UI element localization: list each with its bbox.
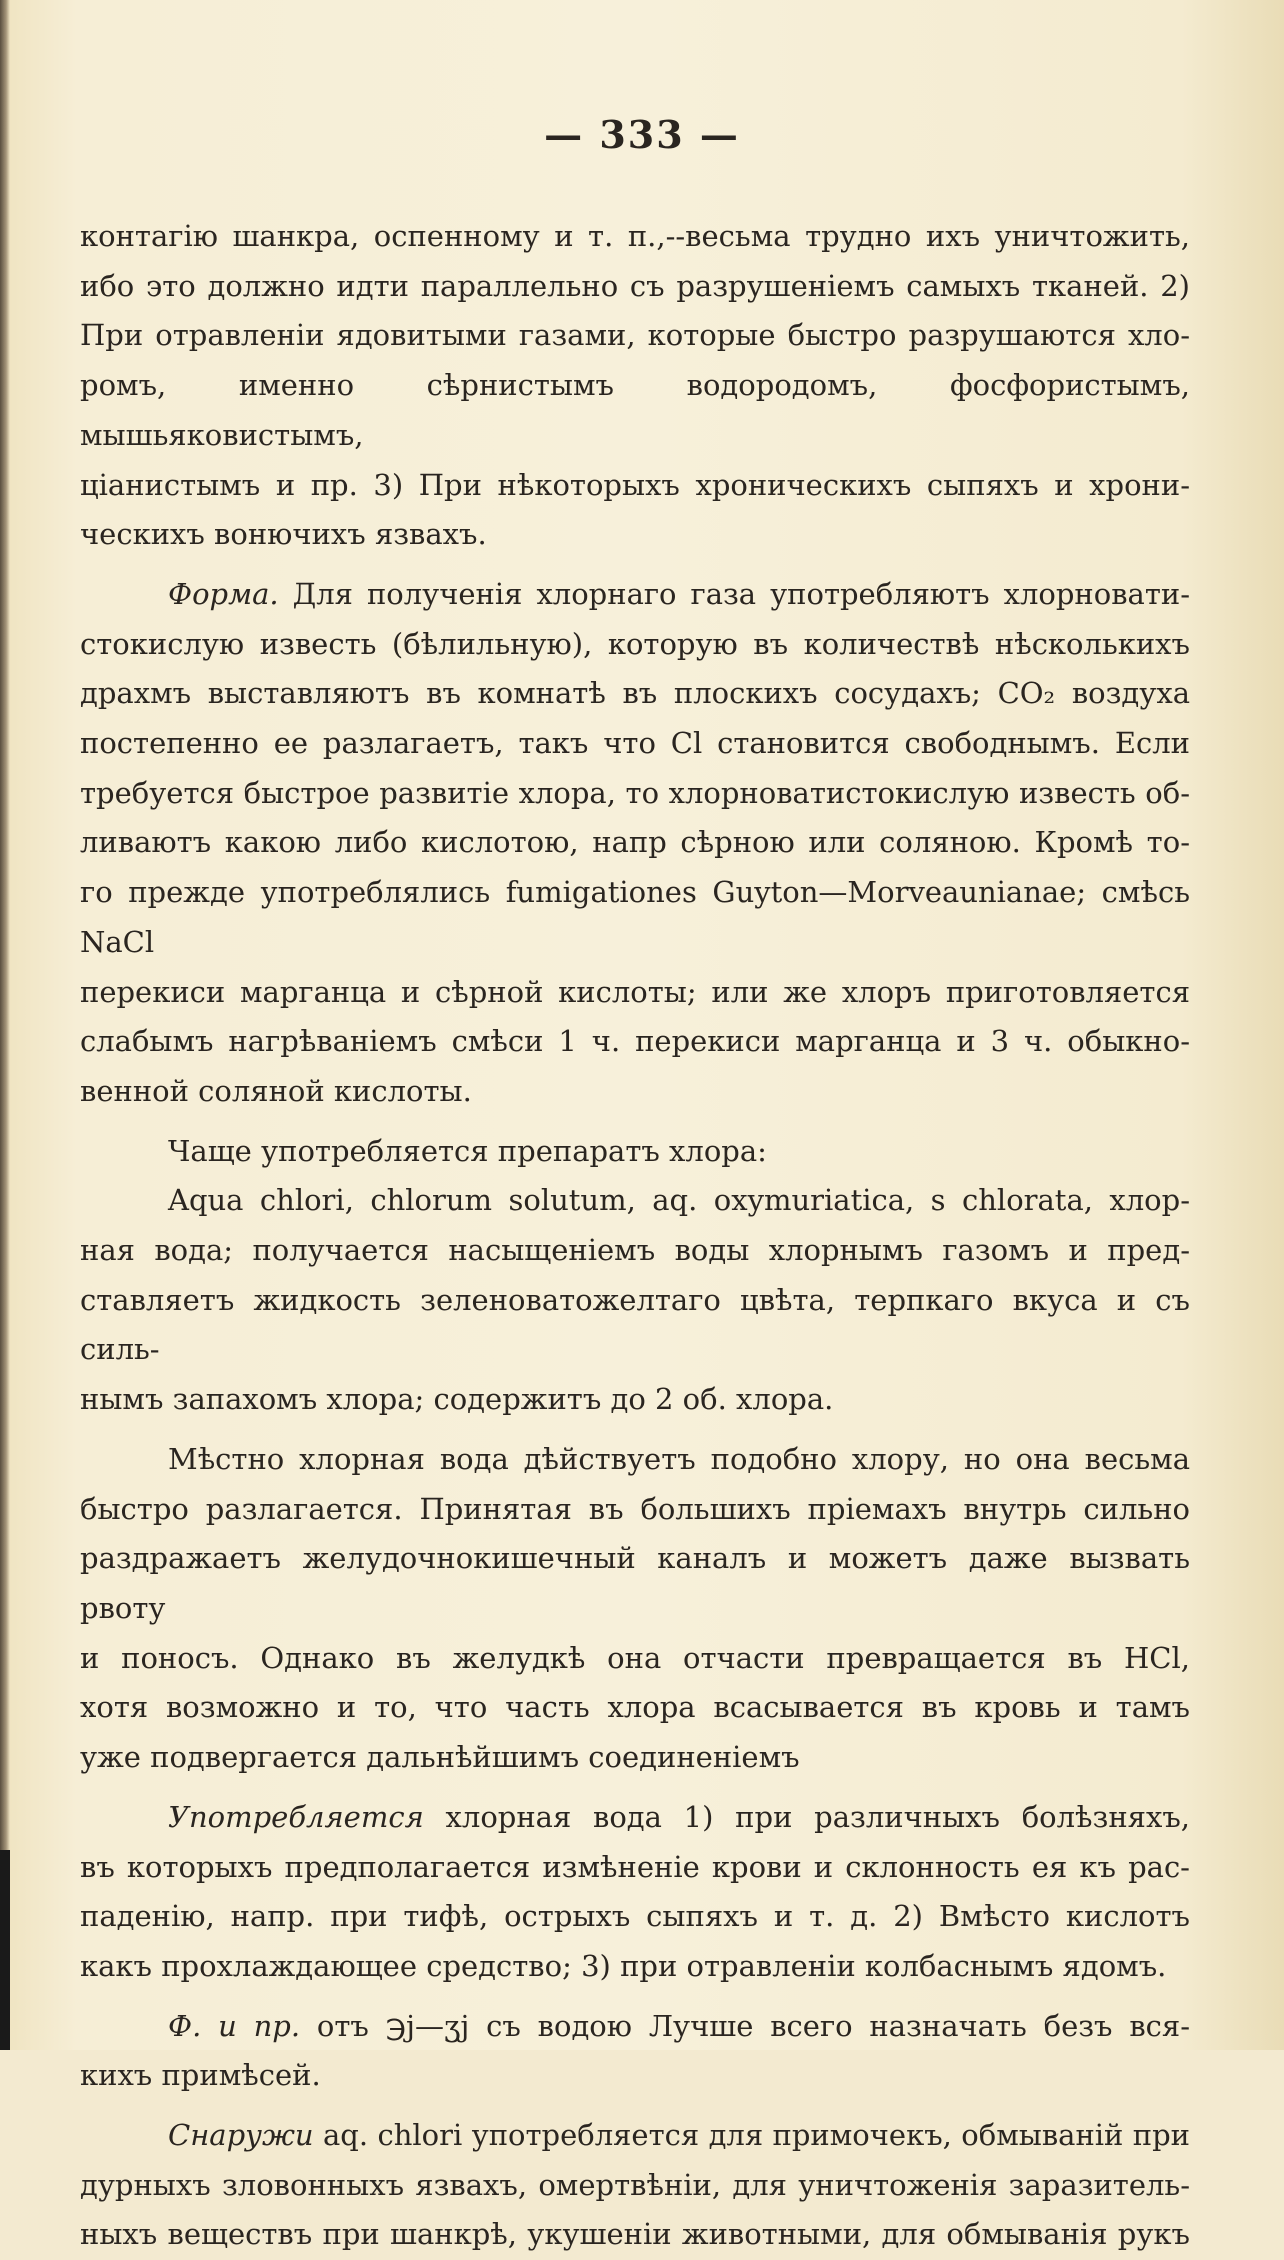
text-line	[80, 2210, 1190, 2260]
line-text: ставляетъ жидкость зеленоватожелтаго цвѣта, терпкаго вкуса и съ силь-	[80, 1282, 1190, 1367]
book-spine-edge	[0, 1850, 10, 2050]
line-text: ная вода; получается насыщеніемъ воды хлорнымъ газомъ и пред-	[80, 1233, 1190, 1268]
line-text: паденію, напр. при тифѣ, острыхъ сыпяхъ и т. д. 2) Вмѣсто кислотъ	[80, 1899, 1190, 1934]
text-line	[80, 1435, 1190, 1485]
line-text: ибо это должно идти параллельно съ разрушеніемъ самыхъ тканей. 2)	[80, 268, 1190, 303]
text-line	[80, 669, 1190, 719]
line-text: и поносъ. Однако въ желудкѣ она отчасти превращается въ HCl,	[80, 1640, 1190, 1675]
line-text: отъ ℈j—ʒj съ водою Лучше всего назначать безъ вся-	[300, 2008, 1190, 2043]
line-text: ромъ, именно сѣрнистымъ водородомъ, фосфористымъ, мышьяковистымъ,	[80, 368, 1190, 452]
text-line	[80, 719, 1190, 769]
line-text: ныхъ веществъ при шанкрѣ, укушеніи животными, для обмыванія рукъ	[80, 2217, 1190, 2252]
line-text: быстро разлагается. Принятая въ большихъ пріемахъ внутрь сильно	[80, 1491, 1190, 1526]
text-line	[80, 2161, 1190, 2211]
line-text: раздражаетъ желудочнокишечный каналъ и можетъ даже вызвать рвоту	[80, 1541, 1190, 1625]
line-text: При отравленіи ядовитыми газами, которые быстро разрушаются хло-	[80, 318, 1190, 353]
italic-lead-term: Снаружи	[168, 2118, 314, 2153]
text-line	[80, 1942, 1190, 1992]
line-text: Aqua chlori, chlorum solutum, aq. oxymuriatica, s chlorata, хлор-	[168, 1183, 1190, 1218]
text-line	[80, 1843, 1190, 1893]
text-line	[80, 1485, 1190, 1535]
page-body-text	[80, 212, 1190, 2260]
text-line	[80, 1634, 1190, 1684]
line-text: контагію шанкра, оспенному и т. п.,--весьма трудно ихъ уничтожить,	[80, 219, 1190, 253]
text-line	[80, 1127, 1190, 1177]
line-text: въ которыхъ предполагается измѣненіе крови и склонность ея къ рас-	[80, 1849, 1190, 1884]
line-text: хотя возможно и то, что часть хлора всасывается въ кровь и тамъ	[80, 1690, 1190, 1725]
text-line	[80, 461, 1190, 511]
text-line	[80, 361, 1190, 460]
italic-lead-term: Употребляется	[168, 1799, 424, 1834]
text-line	[80, 2051, 1190, 2101]
line-text: ческихъ вонючихъ язвахъ.	[80, 517, 487, 552]
text-line	[80, 1176, 1190, 1226]
line-text: перекиси марганца и сѣрной кислоты; или же хлоръ приготовляется	[80, 974, 1190, 1009]
text-line	[80, 868, 1190, 967]
line-text: венной соляной кислоты.	[80, 1073, 472, 1108]
line-text: постепенно ее разлагаетъ, такъ что Cl становится свободнымъ. Если	[80, 726, 1190, 761]
line-text: слабымъ нагрѣваніемъ смѣси 1 ч. перекиси марганца и 3 ч. обыкно-	[80, 1024, 1190, 1059]
line-text: Чаще употребляется препаратъ хлора:	[168, 1133, 767, 1168]
text-line	[80, 2111, 1190, 2161]
line-text: ливаютъ какою либо кислотою, напр сѣрною или соляною. Кромѣ то-	[80, 825, 1190, 860]
line-text: хлорная вода 1) при различныхъ болѣзняхъ,	[423, 1799, 1190, 1834]
text-line	[80, 1733, 1190, 1783]
page-number: — 333 —	[544, 112, 740, 157]
text-line	[80, 968, 1190, 1018]
text-line	[80, 1067, 1190, 1117]
text-line	[80, 769, 1190, 819]
italic-lead-term: Ф. и пр.	[168, 2008, 301, 2043]
line-text: стокислую известь (бѣлильную), которую въ количествѣ нѣсколькихъ	[80, 626, 1190, 661]
text-line	[80, 620, 1190, 670]
line-text: го прежде употреблялись fumigationes Guyton—Morveaunianae; смѣсь NaCl	[80, 875, 1190, 959]
line-text: требуется быстрое развитіе хлора, то хлорноватистокислую известь об-	[80, 775, 1190, 810]
line-text: какъ прохлаждающее средство; 3) при отравленіи колбаснымъ ядомъ.	[80, 1948, 1167, 1983]
line-text: уже подвергается дальнѣйшимъ соединеніемъ	[80, 1740, 800, 1775]
text-line	[80, 1892, 1190, 1942]
line-text: aq. chlori употребляется для примочекъ, обмываній при	[313, 2118, 1190, 2153]
line-text: кихъ примѣсей.	[80, 2058, 321, 2093]
line-text: нымъ запахомъ хлора; содержитъ до 2 об. хлора.	[80, 1382, 834, 1417]
line-text: драхмъ выставляютъ въ комнатѣ въ плоскихъ сосудахъ; CO₂ воздуха	[80, 676, 1190, 711]
text-line	[80, 1226, 1190, 1276]
text-line	[80, 2002, 1190, 2052]
text-line	[80, 1017, 1190, 1067]
text-line	[80, 570, 1190, 620]
text-line	[80, 311, 1190, 361]
text-line	[80, 1375, 1190, 1425]
text-line	[80, 1683, 1190, 1733]
line-text: Для полученія хлорнаго газа употребляютъ хлорновати-	[278, 576, 1190, 611]
text-line	[80, 1793, 1190, 1843]
text-line	[80, 510, 1190, 560]
line-text: Мѣстно хлорная вода дѣйствуетъ подобно хлору, но она весьма	[168, 1441, 1190, 1476]
italic-lead-term: Форма.	[168, 576, 279, 611]
line-text: дурныхъ зловонныхъ язвахъ, омертвѣніи, для уничтоженія заразитель-	[80, 2167, 1190, 2202]
book-spine-shadow	[0, 0, 10, 2050]
text-line	[80, 212, 1190, 262]
text-line	[80, 818, 1190, 868]
text-line	[80, 262, 1190, 312]
text-line	[80, 1276, 1190, 1375]
line-text: ціанистымъ и пр. 3) При нѣкоторыхъ хроническихъ сыпяхъ и хрони-	[80, 467, 1190, 502]
text-line	[80, 1534, 1190, 1633]
